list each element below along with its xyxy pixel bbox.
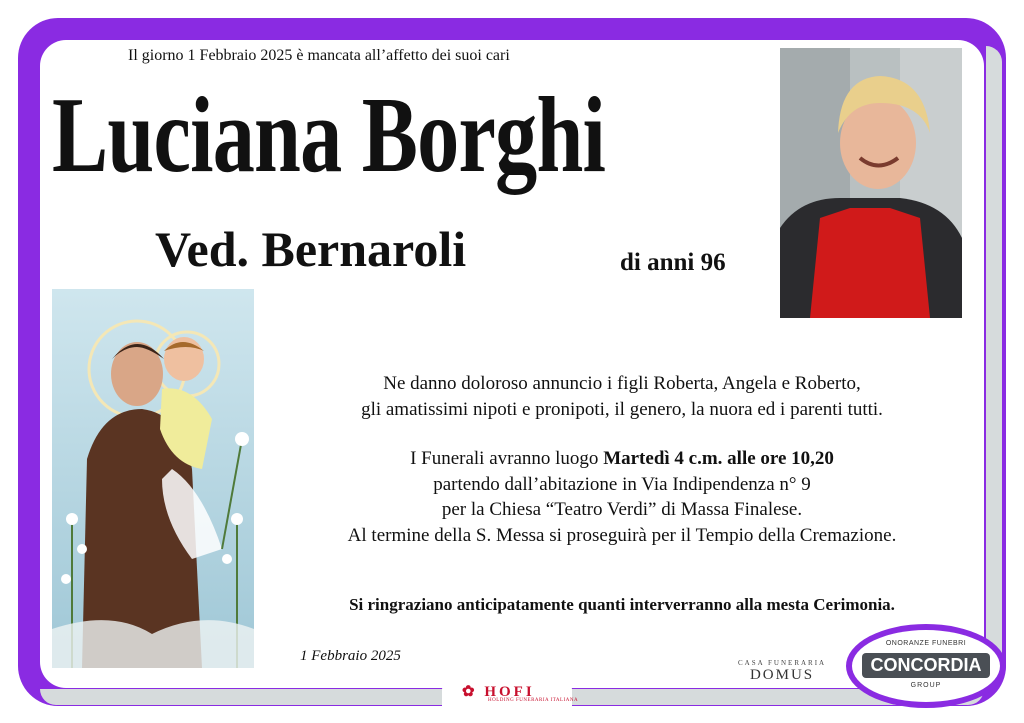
funeral-line-4: Al termine della S. Messa si proseguirà per il Tempio della Cremazione.: [347, 524, 897, 546]
announcement-line-2: gli amatissimi nipoti e pronipoti, il genero, la nuora ed i parenti tutti.: [361, 398, 883, 420]
hofi-flower-icon: ✿: [462, 684, 478, 700]
age: di anni 96: [620, 249, 726, 276]
funeral-line-1-prefix: I Funerali avranno luogo: [410, 448, 604, 469]
funeral-date-time: Martedì 4 c.m. alle ore 10,20: [603, 448, 834, 469]
domus-small-text: CASA FUNERARIA: [738, 659, 827, 667]
thanks-line: Si ringraziano anticipatamente quanti interverranno alla mesta Cerimonia.: [349, 595, 895, 614]
concordia-logo: [846, 624, 1006, 708]
deceased-name: Luciana Borghi: [52, 76, 606, 195]
concordia-main-text: CONCORDIA: [862, 653, 990, 678]
announcement-line-1: Ne danno doloroso annuncio i figli Roberta, Angela e Roberto,: [383, 373, 861, 394]
domus-logo: [738, 659, 826, 684]
hofi-text: HOFI: [484, 684, 535, 700]
concordia-top-text: ONORANZE FUNEBRI: [885, 640, 967, 647]
funeral-line-2: partendo dall’abitazione in Via Indipendenza n° 9: [433, 473, 811, 495]
announcement: [258, 371, 986, 422]
funeral-line-3: per la Chiesa “Teatro Verdi” di Massa Finalese.: [441, 499, 803, 521]
funeral-details: [258, 446, 986, 549]
concordia-sub-text: GROUP: [910, 682, 942, 689]
frame-shadow-right: [986, 46, 1002, 686]
widow-of: Ved. Bernaroli: [155, 221, 467, 277]
saint-anthony-image: [52, 289, 254, 668]
portrait-photo: [780, 48, 962, 318]
domus-big-text: DOMUS: [749, 667, 815, 683]
notice-date: 1 Febbraio 2025: [300, 648, 401, 664]
intro-line: Il giorno 1 Febbraio 2025 è mancata all’affetto dei suoi cari: [128, 47, 510, 64]
hofi-subtitle: HOLDING FUNERARIA ITALIANA: [488, 698, 579, 703]
funeral-line-1: [258, 446, 986, 472]
